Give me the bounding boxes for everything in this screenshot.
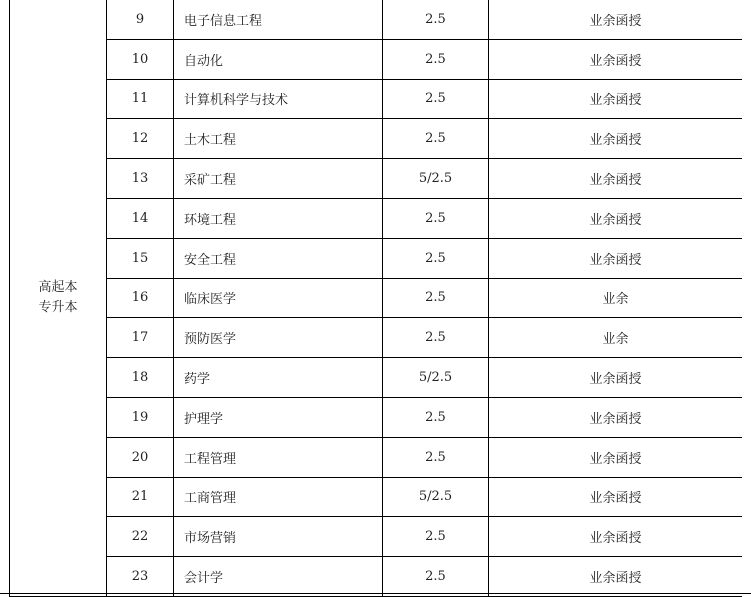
major-name: 工商管理 bbox=[174, 477, 383, 517]
table-row bbox=[10, 0, 743, 39]
study-mode: 业余函授 bbox=[489, 358, 743, 398]
row-number: 22 bbox=[107, 517, 174, 557]
row-number: 16 bbox=[107, 278, 174, 318]
study-mode: 业余函授 bbox=[489, 0, 743, 39]
row-number: 13 bbox=[107, 159, 174, 199]
study-mode: 业余函授 bbox=[489, 477, 743, 517]
major-name: 自动化 bbox=[174, 39, 383, 79]
programs-table-body bbox=[10, 0, 743, 596]
table-row bbox=[10, 159, 743, 199]
table-row bbox=[10, 397, 743, 437]
table-row bbox=[10, 437, 743, 477]
table-row bbox=[10, 79, 743, 119]
study-years: 2.5 bbox=[383, 79, 489, 119]
major-name: 会计学 bbox=[174, 557, 383, 597]
major-name: 临床医学 bbox=[174, 278, 383, 318]
study-mode: 业余函授 bbox=[489, 159, 743, 199]
study-mode: 业余函授 bbox=[489, 517, 743, 557]
study-mode: 业余函授 bbox=[489, 198, 743, 238]
study-years: 2.5 bbox=[383, 557, 489, 597]
row-number: 20 bbox=[107, 437, 174, 477]
study-years: 5/2.5 bbox=[383, 477, 489, 517]
study-years: 2.5 bbox=[383, 318, 489, 358]
table-row bbox=[10, 119, 743, 159]
major-name: 护理学 bbox=[174, 397, 383, 437]
row-number: 17 bbox=[107, 318, 174, 358]
row-number: 14 bbox=[107, 198, 174, 238]
education-level-line1: 高起本 bbox=[38, 279, 78, 295]
study-years: 2.5 bbox=[383, 119, 489, 159]
study-years: 2.5 bbox=[383, 198, 489, 238]
study-mode: 业余 bbox=[489, 278, 743, 318]
study-years: 2.5 bbox=[383, 0, 489, 39]
table-row bbox=[10, 358, 743, 398]
study-years: 5/2.5 bbox=[383, 159, 489, 199]
row-number: 23 bbox=[107, 557, 174, 597]
row-number: 21 bbox=[107, 477, 174, 517]
table-row bbox=[10, 477, 743, 517]
major-name: 电子信息工程 bbox=[174, 0, 383, 39]
table-row bbox=[10, 318, 743, 358]
table-row bbox=[10, 517, 743, 557]
education-level-line2: 专升本 bbox=[38, 299, 78, 315]
row-number: 19 bbox=[107, 397, 174, 437]
row-number: 12 bbox=[107, 119, 174, 159]
study-mode: 业余函授 bbox=[489, 397, 743, 437]
table-row bbox=[10, 39, 743, 79]
study-mode: 业余函授 bbox=[489, 557, 743, 597]
study-mode: 业余函授 bbox=[489, 79, 743, 119]
table-row bbox=[10, 238, 743, 278]
study-years: 2.5 bbox=[383, 517, 489, 557]
major-name: 环境工程 bbox=[174, 198, 383, 238]
major-name: 土木工程 bbox=[174, 119, 383, 159]
study-years: 2.5 bbox=[383, 397, 489, 437]
table-row bbox=[10, 278, 743, 318]
study-years: 2.5 bbox=[383, 278, 489, 318]
major-name: 预防医学 bbox=[174, 318, 383, 358]
major-name: 采矿工程 bbox=[174, 159, 383, 199]
table-row bbox=[10, 198, 743, 238]
table-row bbox=[10, 557, 743, 597]
study-years: 5/2.5 bbox=[383, 358, 489, 398]
study-years: 2.5 bbox=[383, 437, 489, 477]
row-number: 10 bbox=[107, 39, 174, 79]
major-name: 市场营销 bbox=[174, 517, 383, 557]
major-name: 安全工程 bbox=[174, 238, 383, 278]
study-years: 2.5 bbox=[383, 238, 489, 278]
row-number: 11 bbox=[107, 79, 174, 119]
row-number: 15 bbox=[107, 238, 174, 278]
study-mode: 业余 bbox=[489, 318, 743, 358]
major-name: 计算机科学与技术 bbox=[174, 79, 383, 119]
programs-table bbox=[9, 0, 742, 597]
study-mode: 业余函授 bbox=[489, 39, 743, 79]
major-name: 药学 bbox=[174, 358, 383, 398]
study-years: 2.5 bbox=[383, 39, 489, 79]
study-mode: 业余函授 bbox=[489, 119, 743, 159]
education-level-cell bbox=[10, 0, 107, 596]
major-name: 工程管理 bbox=[174, 437, 383, 477]
study-mode: 业余函授 bbox=[489, 238, 743, 278]
study-mode: 业余函授 bbox=[489, 437, 743, 477]
row-number: 18 bbox=[107, 358, 174, 398]
row-number: 9 bbox=[107, 0, 174, 39]
